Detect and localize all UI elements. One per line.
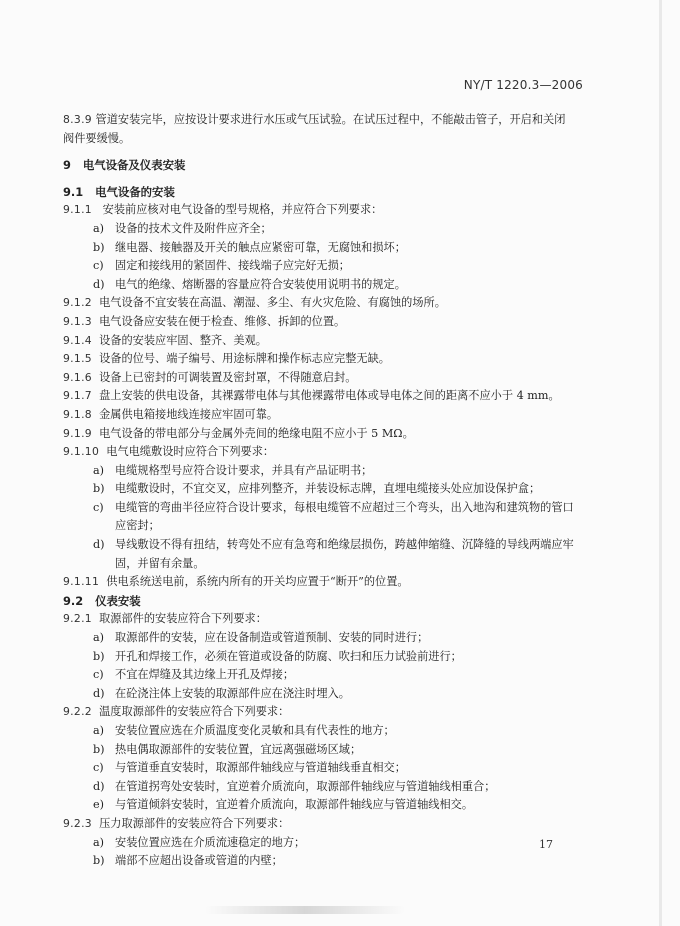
chapter-title: 电气设备及仪表安装 (82, 158, 186, 173)
list-item: e) 与管道倾斜安装时，宜逆着介质流向，取源部件轴线应与管道轴线相交。 (93, 798, 474, 812)
section-title: 电气设备的安装 (95, 184, 175, 199)
clause-9-1-4: 9.1.4 设备的安装应牢固、整齐、美观。 (63, 333, 267, 347)
list-item: b) 热电偶取源部件的安装位置，宜远离强磁场区域； (93, 742, 362, 756)
clause-9-1-1 (63, 201, 583, 220)
clause-text: 安装前应核对电气设备的型号规格，并应符合下列要求： (102, 203, 383, 217)
list-item-continued: 固，并留有余量。 (115, 556, 205, 570)
list-item: d) 在管道拐弯处安装时，宜逆着介质流向，取源部件轴线应与管道轴线相重合； (93, 779, 496, 793)
list-item: d) 导线敷设不得有扭结，转弯处不应有急弯和绝缘层损伤，跨越伸缩缝、沉降缝的导线两端应牢 (93, 538, 574, 552)
list-item: c) 与管道垂直安装时，取源部件轴线应与管道轴线垂直相交； (93, 761, 406, 775)
chapter-9-heading (63, 156, 583, 175)
list-item: a) 电缆规格型号应符合设计要求，并具有产品证明书； (93, 463, 373, 477)
section-9-2-heading (63, 592, 583, 611)
list-item: c) 不宜在焊缝及其边缘上开孔及焊接； (93, 668, 295, 682)
list-item: c) 电缆管的弯曲半径应符合设计要求，每根电缆管不应超过三个弯头，出入地沟和建筑物的管口 (93, 500, 574, 514)
clause-9-1-7: 9.1.7 盘上安装的供电设备，其裸露带电体与其他裸露带电体或导电体之间的距离不应小于 4 mm。 (63, 389, 560, 403)
clause-9-1-3: 9.1.3 电气设备应安装在便于检查、维修、拆卸的位置。 (63, 314, 346, 328)
page-number: 17 (539, 838, 553, 851)
list-item: a) 安装位置应选在介质流速稳定的地方； (93, 835, 306, 849)
list-item: a) 设备的技术文件及附件应齐全； (93, 221, 272, 235)
list-item: d) 电气的绝缘、熔断器的容量应符合安装使用说明书的规定。 (93, 277, 406, 291)
section-number: 9.2 (63, 593, 84, 608)
clause-8-3-9 (63, 111, 583, 130)
clause-number: 9.1.1 (63, 203, 92, 217)
standard-code: NY/T 1220.3—2006 (463, 78, 583, 92)
page-edge-shadow (659, 0, 662, 926)
clause-9-1-5: 9.1.5 设备的位号、端子编号、用途标牌和操作标志应完整无缺。 (63, 352, 390, 366)
clause-9-1-2: 9.1.2 电气设备不宜安装在高温、潮湿、多尘、有火灾危险、有腐蚀的场所。 (63, 296, 446, 310)
section-number: 9.1 (63, 184, 84, 199)
clause-9-1-11: 9.1.11 供电系统送电前，系统内所有的开关均应置于“断开”的位置。 (63, 575, 409, 589)
clause-9-1-9: 9.1.9 电气设备的带电部分与金属外壳间的绝缘电阻不应小于 5 MΩ。 (63, 426, 414, 440)
clause-9-2-2: 9.2.2 温度取源部件的安装应符合下列要求： (63, 705, 290, 719)
clause-number: 8.3.9 (63, 113, 92, 126)
clause-9-2-3: 9.2.3 压力取源部件的安装应符合下列要求： (63, 816, 290, 830)
list-item: b) 电缆敷设时，不宜交叉，应排列整齐，并装设标志牌，直埋电缆接头处应加设保护盒； (93, 482, 541, 496)
list-item: b) 端部不应超出设备或管道的内壁； (93, 854, 283, 868)
list-item: d) 在砼浇注体上安装的取源部件应在浇注时埋入。 (93, 686, 350, 700)
section-9-1-heading (63, 183, 583, 202)
scan-smudge (205, 906, 405, 914)
list-item: a) 取源部件的安装，应在设备制造或管道预制、安装的同时进行； (93, 631, 429, 645)
list-item: b) 开孔和焊接工作，必须在管道或设备的防腐、吹扫和压力试验前进行； (93, 649, 462, 663)
list-item: b) 继电器、接触器及开关的触点应紧密可靠，无腐蚀和损坏； (93, 240, 406, 254)
section-title: 仪表安装 (95, 593, 141, 608)
page-body (63, 111, 583, 871)
clause-9-1-6: 9.1.6 设备上已密封的可调装置及密封罩，不得随意启封。 (63, 370, 357, 384)
clause-8-3-9-continued: 阀件要缓慢。 (63, 131, 131, 145)
clause-text: 管道安装完毕，应按设计要求进行水压或气压试验。在试压过程中，不能敲击管子，开启和关闭 (95, 113, 566, 126)
list-item: c) 固定和接线用的紧固件、接线端子应完好无损； (93, 259, 350, 273)
clause-9-1-8: 9.1.8 金属供电箱接地线连接应牢固可靠。 (63, 407, 279, 421)
clause-9-2-1: 9.2.1 取源部件的安装应符合下列要求： (63, 612, 267, 626)
clause-9-1-10: 9.1.10 电气电缆敷设时应符合下列要求： (63, 445, 275, 459)
list-item: a) 安装位置应选在介质温度变化灵敏和具有代表性的地方； (93, 724, 395, 737)
list-item-continued: 应密封； (115, 519, 160, 533)
chapter-number: 9 (63, 158, 71, 173)
